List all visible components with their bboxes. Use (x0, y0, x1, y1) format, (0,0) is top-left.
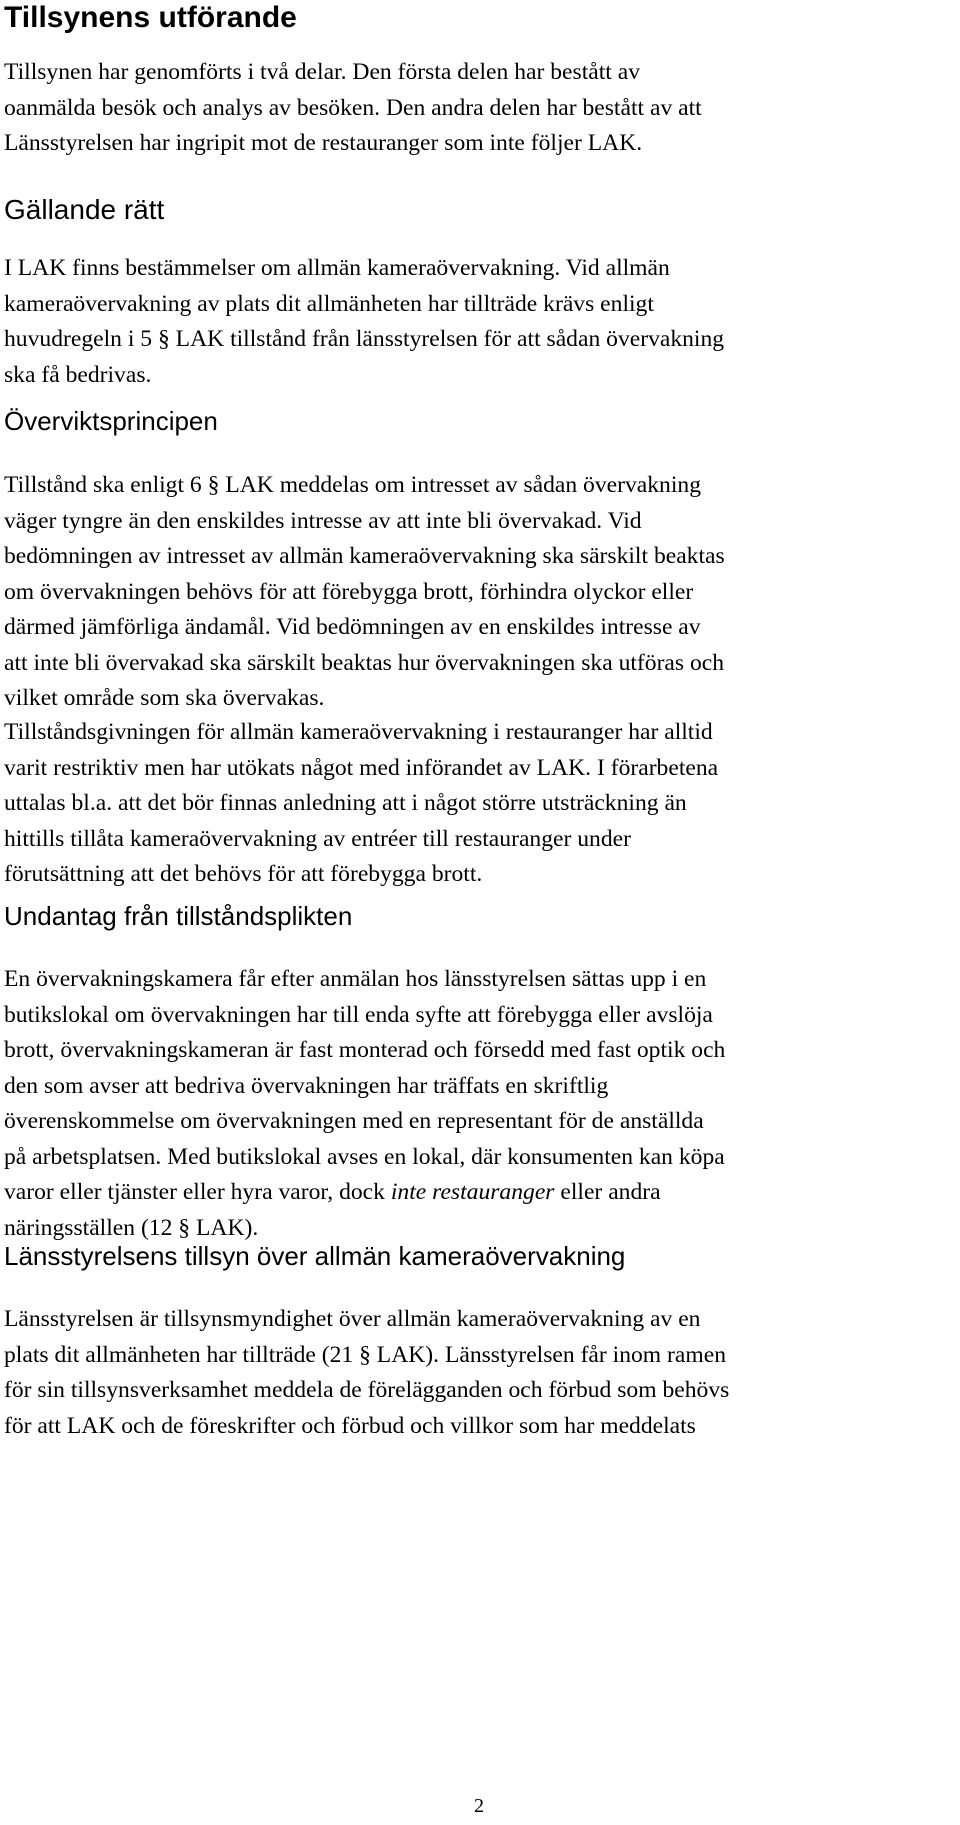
text-line: överenskommelse om övervakningen med en representant för de anställda (4, 1108, 704, 1134)
text-line: ska få bedrivas. (4, 361, 152, 388)
text-line: huvudregeln i 5 § LAK tillstånd från länsstyrelsen för att sådan övervakning (4, 326, 725, 352)
text-line: näringsställen (12 § LAK). (4, 1214, 259, 1241)
text-line: hittills tillåta kameraövervakning av entréer till restauranger under (4, 825, 631, 852)
paragraph-overviktsprincipen (4, 468, 960, 717)
text-fragment: varor eller tjänster eller hyra varor, dock (4, 1179, 391, 1205)
text-line: brott, övervakningskameran är fast monterad och försedd med fast optik och (4, 1037, 726, 1063)
text-line: kameraövervakning av plats dit allmänheten har tillträde krävs enligt (4, 290, 654, 317)
text-line: varit restriktiv men har utökats något med införandet av LAK. I förarbetena (4, 754, 719, 781)
paragraph-gallande-ratt (4, 251, 960, 393)
text-line: Tillsynen har genomförts i två delar. Den första delen har bestått av (4, 59, 640, 85)
heading-gallande-ratt: Gällande rätt (4, 194, 165, 225)
heading-overviktsprincipen: Överviktsprincipen (4, 406, 218, 436)
text-line: väger tyngre än den enskildes intresse av att inte bli övervakad. Vid (4, 507, 642, 534)
text-line: att inte bli övervakad ska särskilt beaktas hur övervakningen ska utföras och (4, 649, 725, 676)
text-line: den som avser att bedriva övervakningen har träffats en skriftlig (4, 1072, 609, 1099)
heading-tillsynens-utforande: Tillsynens utförande (4, 1, 297, 34)
text-line: En övervakningskamera får efter anmälan hos länsstyrelsen sättas upp i en (4, 966, 707, 992)
text-line: plats dit allmänheten har tillträde (21 § LAK). Länsstyrelsen får inom ramen (4, 1341, 727, 1368)
heading-undantag: Undantag från tillståndsplikten (4, 901, 353, 931)
text-line: Tillstånd ska enligt 6 § LAK meddelas om intresset av sådan övervakning (4, 472, 701, 498)
heading-lansstyrelsens-tillsyn: Länsstyrelsens tillsyn över allmän kameraövervakning (4, 1241, 626, 1271)
text-line: I LAK finns bestämmelser om allmän kameraövervakning. Vid allmän (4, 255, 670, 281)
paragraph-tillstandsgivningen (4, 715, 960, 893)
text-line: för sin tillsynsverksamhet meddela de förelägganden och förbud som behövs (4, 1377, 730, 1403)
text-line: Länsstyrelsen har ingripit mot de restauranger som inte följer LAK. (4, 130, 643, 156)
text-line: för att LAK och de föreskrifter och förbud och villkor som har meddelats (4, 1412, 696, 1439)
text-line: om övervakningen behövs för att förebygga brott, förhindra olyckor eller (4, 578, 694, 605)
text-line: butikslokal om övervakningen har till enda syfte att förebygga eller avslöja (4, 1001, 713, 1028)
text-line (4, 1175, 960, 1211)
text-line: vilket område som ska övervakas. (4, 685, 325, 711)
text-line: Länsstyrelsen är tillsynsmyndighet över allmän kameraövervakning av en (4, 1306, 701, 1332)
text-line: förutsättning att det behövs för att förebygga brott. (4, 861, 483, 887)
page-number: 2 (474, 1795, 484, 1817)
text-line: oanmälda besök och analys av besöken. Den andra delen har bestått av att (4, 94, 702, 121)
paragraph-undantag (4, 962, 960, 1246)
emphasis-inte-restauranger: inte restauranger (390, 1179, 555, 1205)
text-fragment: eller andra (554, 1179, 661, 1205)
text-line: Tillståndsgivningen för allmän kameraövervakning i restauranger har alltid (4, 719, 713, 745)
text-line: bedömningen av intresset av allmän kameraövervakning ska särskilt beaktas (4, 543, 725, 569)
text-line: uttalas bl.a. att det bör finnas anledning att i något större utsträckning än (4, 790, 687, 816)
text-line: på arbetsplatsen. Med butikslokal avses en lokal, där konsumenten kan köpa (4, 1143, 725, 1170)
paragraph-lansstyrelsens-tillsyn (4, 1302, 960, 1444)
text-line: därmed jämförliga ändamål. Vid bedömningen av en enskildes intresse av (4, 614, 701, 640)
paragraph-tillsynen (4, 55, 960, 162)
